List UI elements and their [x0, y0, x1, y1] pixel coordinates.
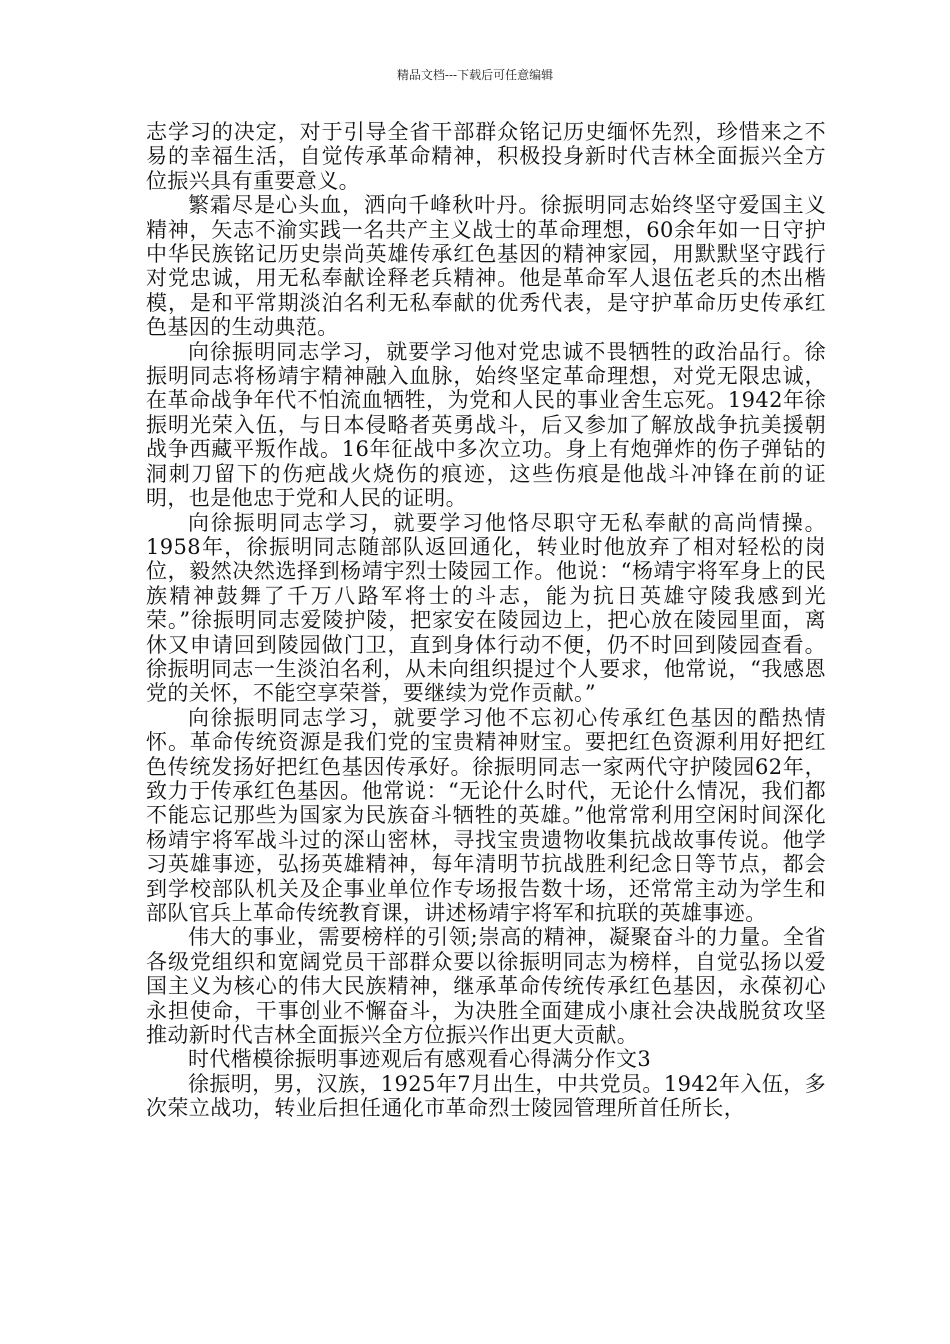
document-body — [146, 120, 826, 1121]
paragraph: 向徐振明同志学习，就要学习他恪尽职守无私奉献的高尚情操。1958年，徐振明同志随部队返回通化，转业时他放弃了相对轻松的岗位，毅然决然选择到杨靖宇烈士陵园工作。他说：“杨靖宇将军身上的民族精神鼓舞了千万八路军将士的斗志，能为抗日英雄守陵我感到光荣。”徐振明同志爱陵护陵，把家安在陵园边上，把心放在陵园里面，离休又申请回到陵园做门卫，直到身体行动不便，仍不时回到陵园查看。徐振明同志一生淡泊名利，从未向组织提过个人要求，他常说，“我感恩党的关怀，不能空享荣誉，要继续为党作贡献。” — [146, 510, 826, 706]
paragraph: 伟大的事业，需要榜样的引领;崇高的精神，凝聚奋斗的力量。全省各级党组织和宽阔党员干部群众要以徐振明同志为榜样，自觉弘扬以爱国主义为核心的伟大民族精神，继承革命传统传承红色基因，永葆初心永担使命，干事创业不懈奋斗，为决胜全面建成小康社会决战脱贫攻坚推动新时代吉林全面振兴全方位振兴作出更大贡献。 — [146, 925, 826, 1048]
paragraph: 繁霜尽是心头血，洒向千峰秋叶丹。徐振明同志始终坚守爱国主义精神，矢志不渝实践一名共产主义战士的革命理想，60余年如一日守护中华民族铭记历史崇尚英雄传承红色基因的精神家园，用默默坚守践行对党忠诚，用无私奉献诠释老兵精神。他是革命军人退伍老兵的杰出楷模，是和平常期淡泊名利无私奉献的优秀代表，是守护革命历史传承红色基因的生动典范。 — [146, 193, 826, 340]
paragraph: 志学习的决定，对于引导全省干部群众铭记历史缅怀先烈，珍惜来之不易的幸福生活，自觉传承革命精神，积极投身新时代吉林全面振兴全方位振兴具有重要意义。 — [146, 120, 826, 193]
paragraph: 徐振明，男，汉族，1925年7月出生，中共党员。1942年入伍，多次荣立战功，转业后担任通化市革命烈士陵园管理所首任所长， — [146, 1071, 826, 1121]
section-heading: 时代楷模徐振明事迹观后有感观看心得满分作文3 — [188, 1047, 652, 1072]
paragraph: 向徐振明同志学习，就要学习他不忘初心传承红色基因的酷热情怀。革命传统资源是我们党的宝贵精神财宝。要把红色资源利用好把红色传统发扬好把红色基因传承好。徐振明同志一家两代守护陵园62年，致力于传承红色基因。他常说：“无论什么时代，无论什么情况，我们都不能忘记那些为国家为民族奋斗牺牲的英雄。”他常常利用空闲时间深化杨靖宇将军战斗过的深山密林，寻找宝贵遗物收集抗战故事传说。他学习英雄事迹，弘扬英雄精神，每年清明节抗战胜利纪念日等节点，都会到学校部队机关及企事业单位作专场报告数十场，还常常主动为学生和部队官兵上革命传统教育课，讲述杨靖宇将军和抗联的英雄事迹。 — [146, 705, 826, 925]
paragraph: 向徐振明同志学习，就要学习他对党忠诚不畏牺牲的政治品行。徐振明同志将杨靖宇精神融入血脉，始终坚定革命理想，对党无限忠诚，在革命战争年代不怕流血牺牲，为党和人民的事业舍生忘死。1942年徐振明光荣入伍，与日本侵略者英勇战斗，后又参加了解放战争抗美援朝战争西藏平叛作战。16年征战中多次立功。身上有炮弹炸的伤子弹钻的洞刺刀留下的伤疤战火烧伤的痕迹，这些伤痕是他战斗冲锋在前的证明，也是他忠于党和人民的证明。 — [146, 339, 826, 511]
page-header: 精品文档---下载后可任意编辑 — [396, 68, 554, 82]
